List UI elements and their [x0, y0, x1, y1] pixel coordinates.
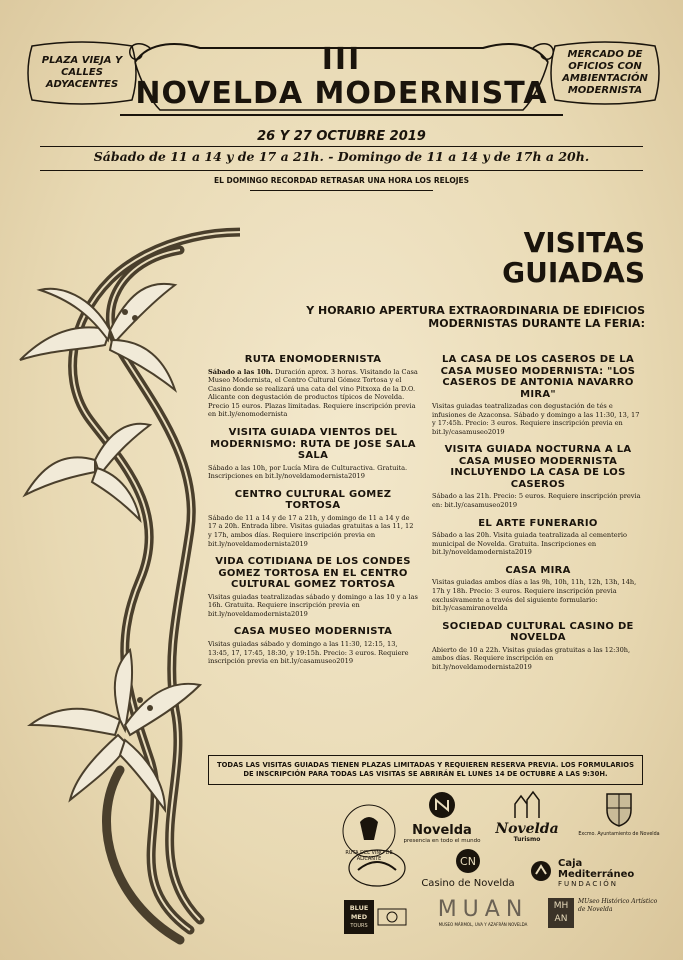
visit-description — [432, 578, 644, 612]
visit-description — [208, 368, 418, 420]
turismo-name: Novelda — [495, 821, 559, 837]
visit-title: LA CASA DE LOS CASEROS DE LA CASA MUSEO MODERNISTA: "LOS CASEROS DE ANTONIA NAVARRO MIRA" — [440, 354, 636, 400]
visit-item — [432, 444, 644, 509]
visit-description — [432, 531, 644, 557]
bluemed-logo — [344, 900, 408, 934]
ruta-vino-text: RUTA DEL VINO DE ALICANTE — [345, 850, 393, 862]
bluemed-line-2: MED — [350, 913, 368, 921]
visit-item — [432, 621, 644, 672]
visit-item — [208, 626, 418, 665]
mhan-line-1: MH — [553, 901, 569, 911]
visit-title: VISITA GUIADA NOCTURNA A LA CASA MUSEO MODERNISTA INCLUYENDO LA CASA DE LOS CASEROS — [444, 444, 632, 490]
mhan-text: MUseo Histórico Artístico de Novelda — [578, 898, 658, 913]
page-title: NOVELDA MODERNISTA — [135, 76, 548, 111]
right-badge-text: MERCADO DE OFICIOS CON AMBIENTACIÓN MODERNISTA — [562, 49, 648, 96]
muan-logo — [436, 898, 530, 927]
visit-item — [432, 518, 644, 557]
muan-name: MUAN — [437, 897, 529, 922]
visit-description — [432, 492, 644, 509]
title-line-2: GUIADAS — [502, 256, 645, 289]
visit-item — [432, 354, 644, 436]
visit-description — [208, 593, 418, 619]
bluemed-line-1: BLUE — [349, 904, 369, 912]
bluemed-line-3: TOURS — [350, 923, 368, 929]
visit-text: Visitas guiadas sábado y domingo a las 11:30, 12:15, 13, 13:45, 17, 17:45, 18:30, y 19:15h. Precio: 3 euros. Requiere inscripción previa en bit.ly/casamuseo2019 — [208, 639, 409, 666]
divider — [40, 146, 643, 147]
novelda-logo — [402, 790, 482, 844]
visit-title: VIDA COTIDIANA DE LOS CONDES GOMEZ TORTOSA EN EL CENTRO CULTURAL GOMEZ TORTOSA — [215, 556, 411, 591]
visit-item — [208, 489, 418, 548]
visit-description — [208, 514, 418, 548]
novelda-tagline: presencia en todo el mundo — [403, 838, 481, 844]
visit-description — [432, 402, 644, 436]
lily-vine-illustration — [0, 200, 240, 960]
visit-description — [208, 640, 418, 666]
muan-tagline: MUSEO MÁRMOL, UVA Y AZAFRÁN NOVELDA — [438, 922, 528, 927]
reservation-notice: TODAS LAS VISITAS GUIADAS TIENEN PLAZAS LIMITADAS Y REQUIEREN RESERVA PREVIA. LOS FORMULARIOS DE INSCRIPCIÓN PARA TODAS LAS VISITAS SE ABRIRÁN EL LUNES 14 DE OCTUBRE A LAS 9:30H. — [208, 755, 643, 785]
visit-title: CASA MIRA — [505, 564, 571, 576]
divider — [40, 170, 643, 171]
opening-hours: Sábado de 11 a 14 y de 17 a 21h. - Domingo de 11 a 14 y de 17h a 20h. — [93, 149, 590, 164]
caja-name: Caja Mediterráneo — [558, 858, 635, 880]
visit-title: SOCIEDAD CULTURAL CASINO DE NOVELDA — [442, 620, 634, 644]
svg-text:CN: CN — [460, 855, 476, 868]
divider — [250, 190, 433, 191]
clock-note: EL DOMINGO RECORDAD RETRASAR UNA HORA LOS RELOJES — [213, 176, 470, 185]
casino-logo — [418, 848, 518, 889]
visit-text: Abierto de 10 a 22h. Visitas guiadas gratuitas a las 12:30h, ambos días. Requiere inscripción en bit.ly/noveldamodernista2019 — [432, 645, 631, 671]
novelda-turismo-logo — [490, 790, 564, 843]
visit-item — [208, 427, 418, 481]
visit-description — [208, 464, 418, 481]
cam-symbol-icon — [530, 860, 552, 882]
visit-text: Sábado a las 21h. Precio: 5 euros. Requiere inscripción previa en: bit.ly/casamuseo2019 — [432, 492, 641, 509]
visit-item — [432, 565, 644, 613]
ayuntamiento-text: Excmo. Ayuntamiento de Novelda — [578, 832, 660, 837]
mhan-line-2: AN — [554, 914, 568, 924]
event-dates: 26 Y 27 OCTUBRE 2019 — [257, 129, 426, 144]
visit-text: Visitas guiadas teatralizadas sábado y domingo a las 10 y a las 16h. Gratuita. Requiere inscripción previa en bit.ly/noveldamodernista2019 — [208, 592, 418, 618]
visit-text: Sábado a las 10h, por Lucía Mira de Culturactiva. Gratuita. Inscripciones en bit.ly/noveldamodernista2019 — [208, 463, 408, 481]
title-line-1: VISITAS — [523, 226, 645, 259]
novelda-name: Novelda — [412, 823, 472, 838]
novelda-modernista-logo — [346, 846, 408, 890]
visit-text: Visitas guiadas ambos días a las 9h, 10h, 11h, 12h, 13h, 14h, 17h y 18h. Precio: 3 euros. Requiere inscripción previa exclusivamente a través del siguiente formulario: bit.ly/casamiranovelda — [432, 578, 637, 613]
coat-of-arms-icon — [599, 788, 639, 828]
visit-description — [432, 646, 644, 672]
visit-title: EL ARTE FUNERARIO — [478, 517, 598, 529]
visit-text: Duración aprox. 3 horas. Visitando la Casa Museo Modernista, el Centro Cultural Gómez Tortosa y el Casino donde se realizará una cata del vino Pitxoxa de la D.O. Alicante con degustación de productos típicos de Novelda. Precio 15 euros. Plazas limitadas. Requiere inscripción previa en bit.ly/enomodernista — [208, 367, 418, 419]
caja-mediterraneo-logo — [530, 858, 660, 888]
ayuntamiento-logo — [574, 788, 664, 837]
visit-text: Visitas guiadas teatralizadas con degustación de tés e infusiones de Azaconsa. Sábado y domingo a las 11:30, 13, 17 y 17:45h. Precio: 3 euros. Requiere inscripción previa en bit.ly/casamuseo2019 — [432, 402, 640, 436]
casino-symbol-icon — [455, 848, 481, 874]
tower-icon — [507, 790, 547, 818]
left-column — [208, 354, 418, 674]
right-column — [432, 354, 644, 680]
guided-visits-subtitle: Y HORARIO APERTURA EXTRAORDINARIA DE EDIFICIOS MODERNISTAS DURANTE LA FERIA: — [306, 304, 645, 330]
mhan-logo — [548, 898, 668, 924]
visit-text: Sábado a las 20h. Visita guiada teatralizada al cementerio municipal de Novelda. Gratuita. Inscripciones en bit.ly/noveldamodernista2019 — [432, 531, 627, 557]
visit-title: VISITA GUIADA VIENTOS DEL MODERNISMO: RUTA DE JOSE SALA SALA — [210, 427, 416, 462]
fundacion-text: FUNDACIÓN — [558, 880, 619, 888]
visit-text: Sábado de 11 a 14 y de 17 a 21h, y domingo de 11 a 14 y de 17 a 20h. Entrada libre. Visitas guiadas gratuitas a las 11, 12 y 17h, ambos días. Requiere inscripción previa en bit.ly/noveldamodernista2019 — [208, 513, 414, 548]
visit-title: RUTA ENOMODERNISTA — [244, 354, 382, 365]
visit-title: CENTRO CULTURAL GOMEZ TORTOSA — [234, 488, 392, 512]
visit-item — [208, 354, 418, 419]
guided-visits-title — [415, 228, 645, 288]
left-badge-text: PLAZA VIEJA Y CALLES ADYACENTES — [41, 55, 123, 90]
visit-item — [208, 556, 418, 618]
visit-lead: Sábado a las 10h. — [208, 367, 273, 376]
visit-title: CASA MUSEO MODERNISTA — [233, 626, 393, 638]
partner-icon — [377, 908, 407, 926]
turismo-tag: Turismo — [513, 836, 541, 843]
casino-name: Casino de Novelda — [421, 878, 515, 889]
novelda-symbol-icon — [427, 790, 457, 820]
edition-number: III — [321, 42, 362, 77]
